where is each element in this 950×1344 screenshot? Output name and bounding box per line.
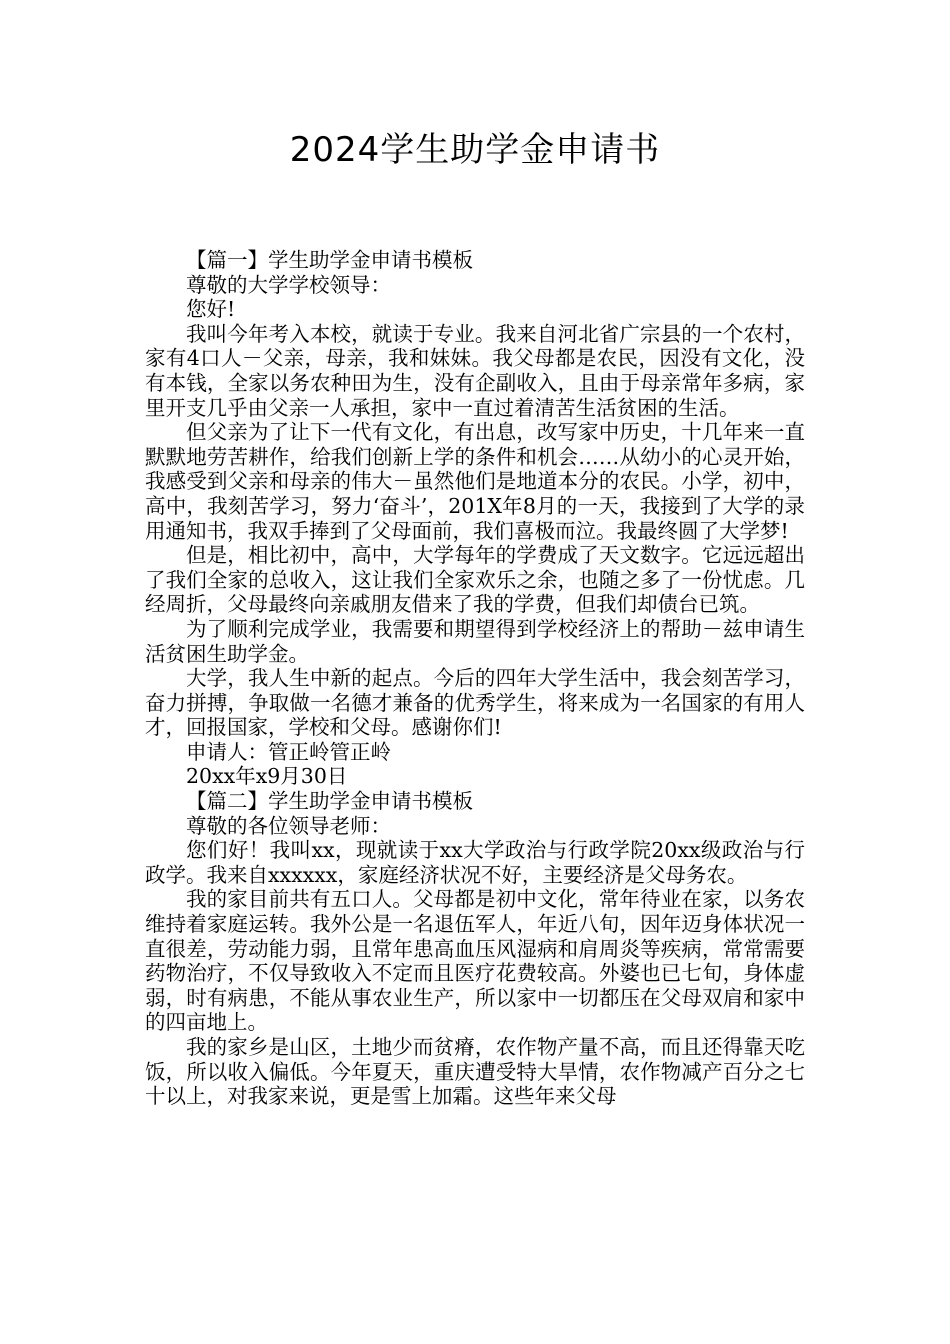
paragraph: 您好! [186,297,236,322]
paragraph: 我的家目前共有五口人。父母都是初中文化，常年待业在家，以务农维持着家庭运转。我外公是一名退伍军人，年近八旬，因年迈身体状况一直很差，劳动能力弱，且常年患高血压风湿病和肩周炎等疾病，常常需要药物治疗，不仅导致收入不定而且医疗花费较高。外婆也已七旬，身体虚弱，时有病患，不能从事农业生产，所以家中一切都压在父母双肩和家中的四亩地上。 [145,887,805,1035]
paragraph: 您们好！我叫xx，现就读于xx大学政治与行政学院20xx级政治与行政学。我来自xxxxxx，家庭经济状况不好，主要经济是父母务农。 [145,838,805,887]
paragraph: 大学，我人生中新的起点。今后的四年大学生活中，我会刻苦学习，奋力拼搏，争取做一名德才兼备的优秀学生，将来成为一名国家的有用人才，回报国家，学校和父母。感谢你们! [145,666,805,740]
paragraph: 尊敬的各位领导老师： [186,813,391,838]
paragraph: 但是，相比初中，高中，大学每年的学费成了天文数字。它远远超出了我们全家的总收入，这让我们全家欢乐之余，也随之多了一份忧虑。几经周折，父母最终向亲戚朋友借来了我的学费，但我们却债台已筑。 [145,543,805,617]
paragraph: 20xx年x9月30日 [186,764,348,789]
paragraph: 为了顺利完成学业，我需要和期望得到学校经济上的帮助－兹申请生活贫困生助学金。 [145,616,805,666]
paragraph: 尊敬的大学学校领导： [186,272,391,297]
document-title: 2024学生助学金申请书 [289,130,661,170]
paragraph: 【篇一】学生助学金申请书模板 [186,248,473,272]
paragraph: 申请人：管正岭管正岭 [186,739,391,764]
paragraph: 我的家乡是山区，土地少而贫瘠，农作物产量不高，而且还得靠天吃饭，所以收入偏低。今年夏天，重庆遭受特大旱情，农作物减产百分之七十以上，对我家来说，更是雪上加霜。这些年来父母 [145,1035,805,1109]
document-body [145,248,805,1109]
paragraph: 我叫今年考入本校，就读于专业。我来自河北省广宗县的一个农村，家有4口人－父亲，母亲，我和妹妹。我父母都是农民，因没有文化，没有本钱，全家以务农种田为生，没有企副收入，且由于母亲常年多病，家里开支几乎由父亲一人承担，家中一直过着清苦生活贫困的生活。 [145,321,805,420]
paragraph: 【篇二】学生助学金申请书模板 [186,789,473,814]
paragraph: 但父亲为了让下一代有文化，有出息，改写家中历史，十几年来一直默默地劳苦耕作，给我们创新上学的条件和机会……从幼小的心灵开始，我感受到父亲和母亲的伟大－虽然他们是地道本分的农民。小学，初中，高中，我刻苦学习，努力‘奋斗’，201X年8月的一天，我接到了大学的录用通知书，我双手捧到了父母面前，我们喜极而泣。我最终圆了大学梦! [145,420,805,543]
